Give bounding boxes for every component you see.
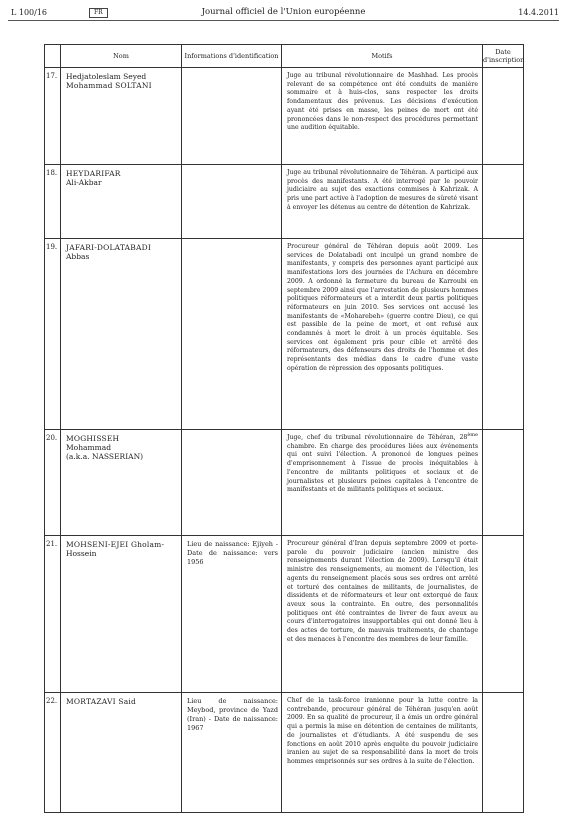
ordinal-suffix: ème: [467, 431, 478, 438]
identification-info: [182, 165, 282, 239]
row-number: 18.: [45, 165, 61, 239]
motif-text: Procureur général d'Iran depuis septembre 2009 et porte-parole du pouvoir judiciaire (ancien ministre des renseignements durant l'élection de 2009). Lorsqu'il était ministre des renseignements, au moment de l'élection, les agents du renseignement placés sous ses ordres ont arrêté et torturé des centaines de militants, de journalistes, de dissidents et de réformateurs et leur ont extorqué de faux aveux sous la contrainte. En outre, des personnalités politiques ont été contraintes de livrer de faux aveux au cours d'interrogatoires insupportables qui ont donné lieu à des actes de torture, de mauvais traitements, de chantage et des menaces à l'encontre des membres de leur famille.: [282, 536, 483, 693]
registration-date: [483, 536, 524, 693]
column-header-motifs: Motifs: [282, 45, 483, 68]
name-line: Ali-Akbar: [66, 178, 102, 187]
column-header-date: Date d'inscription: [483, 45, 524, 68]
name-line: Abbas: [66, 252, 90, 261]
person-name: [61, 430, 182, 536]
table-row: [45, 693, 524, 813]
table-row: [45, 239, 524, 430]
language-badge: FR: [89, 8, 108, 18]
name-line: JAFARI-DOLATABADI: [66, 243, 151, 252]
name-line: (a.k.a. NASSERIAN): [66, 452, 144, 461]
person-name: [61, 239, 182, 430]
name-line: MOHSENI-EJEI Gholam-: [66, 540, 165, 549]
table-row: [45, 536, 524, 693]
registration-date: [483, 430, 524, 536]
row-number: 17.: [45, 68, 61, 165]
identification-info: [182, 68, 282, 165]
row-number: 19.: [45, 239, 61, 430]
person-name: [61, 165, 182, 239]
column-header-name: Nom: [61, 45, 182, 68]
name-line: Hedjatoleslam Seyed: [66, 72, 147, 81]
motif-part: chambre. En charge des procédures liées aux événements qui ont suivi l'élection. A prononcé de longues peines d'emprisonnement à l'issue de procès inéquitables à l'encontre de militants politiques et sociaux et de journalistes et plusieurs peines capitales à l'encontre de manifestants et de militants politiques et sociaux.: [287, 442, 478, 494]
column-header-identification: Informations d'identification: [182, 45, 282, 68]
motif-text: [282, 430, 483, 536]
table-row: [45, 68, 524, 165]
journal-title: Journal officiel de l'Union européenne: [201, 7, 366, 17]
name-line: Mohammad: [66, 443, 111, 452]
name-line: MORTAZAVI Said: [66, 697, 136, 706]
column-header-number: [45, 45, 61, 68]
registration-date: [483, 693, 524, 813]
identification-info: [182, 239, 282, 430]
publication-date: 14.4.2011: [518, 8, 559, 17]
sanctions-table: [44, 44, 524, 813]
motif-part: Juge, chef du tribunal révolutionnaire de Téhéran, 28: [287, 434, 468, 441]
motif-text: Juge au tribunal révolutionnaire de Téhéran. A participé aux procès des manifestants. A été interrogé par le pouvoir judiciaire au sujet des exactions commises à Kahrizak. A pris une part active à l'adoption de mesures de sûreté visant à envoyer les détenus au centre de détention de Kahrizak.: [282, 165, 483, 239]
person-name: [61, 536, 182, 693]
table-header-row: [45, 45, 524, 68]
person-name: [61, 68, 182, 165]
header-rule: [8, 20, 559, 21]
row-number: 22.: [45, 693, 61, 813]
registration-date: [483, 165, 524, 239]
name-line: HEYDARIFAR: [66, 169, 121, 178]
table-row: [45, 430, 524, 536]
identification-info: Lieu de naissance: Ejiyeh - Date de naissance: vers 1956: [182, 536, 282, 693]
table-row: [45, 165, 524, 239]
person-name: [61, 693, 182, 813]
row-number: 20.: [45, 430, 61, 536]
identification-info: [182, 430, 282, 536]
registration-date: [483, 68, 524, 165]
name-line: Mohammad SOLTANI: [66, 81, 152, 90]
identification-info: Lieu de naissance: Meybod, province de Yazd (Iran) - Date de naissance: 1967: [182, 693, 282, 813]
page-reference: L 100/16: [11, 8, 47, 17]
name-line: Hossein: [66, 549, 97, 558]
registration-date: [483, 239, 524, 430]
name-line: MOGHISSEH: [66, 434, 120, 443]
row-number: 21.: [45, 536, 61, 693]
motif-text: Chef de la task-force iranienne pour la lutte contre la contrebande, procureur général de Téhéran jusqu'en août 2009. En sa qualité de procureur, il a émis un ordre général qui a permis la mise en détention de centaines de militants, de journalistes et d'étudiants. A été suspendu de ses fonctions en août 2010 après enquête du pouvoir judiciaire iranien au sujet de sa responsabilité dans la mort de trois hommes emprisonnés sur ses ordres à la suite de l'élection.: [282, 693, 483, 813]
motif-text: Procureur général de Téhéran depuis août 2009. Les services de Dolatabadi ont inculpé un grand nombre de manifestants, y compris des personnes ayant participé aux manifestations lors des journées de l'Achura en décembre 2009. A ordonné la fermeture du bureau de Karroubi en septembre 2009 ainsi que l'arrestation de plusieurs hommes politiques réformateurs et a interdit deux partis politiques réformateurs en juin 2010. Ses services ont accusé les manifestants de «Moharebeh» (guerre contre Dieu), ce qui est passible de la peine de mort, et ont refusé aux condamnés à mort le droit à un procès équitable. Ses services ont également pris pour cible et arrêté des réformateurs, des défenseurs des droits de l'homme et des représentants des médias dans le cadre d'une vaste opération de répression des opposants politiques.: [282, 239, 483, 430]
motif-text: Juge au tribunal révolutionnaire de Mashhad. Les procès relevant de sa compétence ont été conduits de manière sommaire et à huis-clos, sans respecter les droits fondamentaux des prévenus. Les décisions d'exécution ayant été prises en masse, les peines de mort ont été prononcées dans le non-respect des procédures permettant une audition équitable.: [282, 68, 483, 165]
